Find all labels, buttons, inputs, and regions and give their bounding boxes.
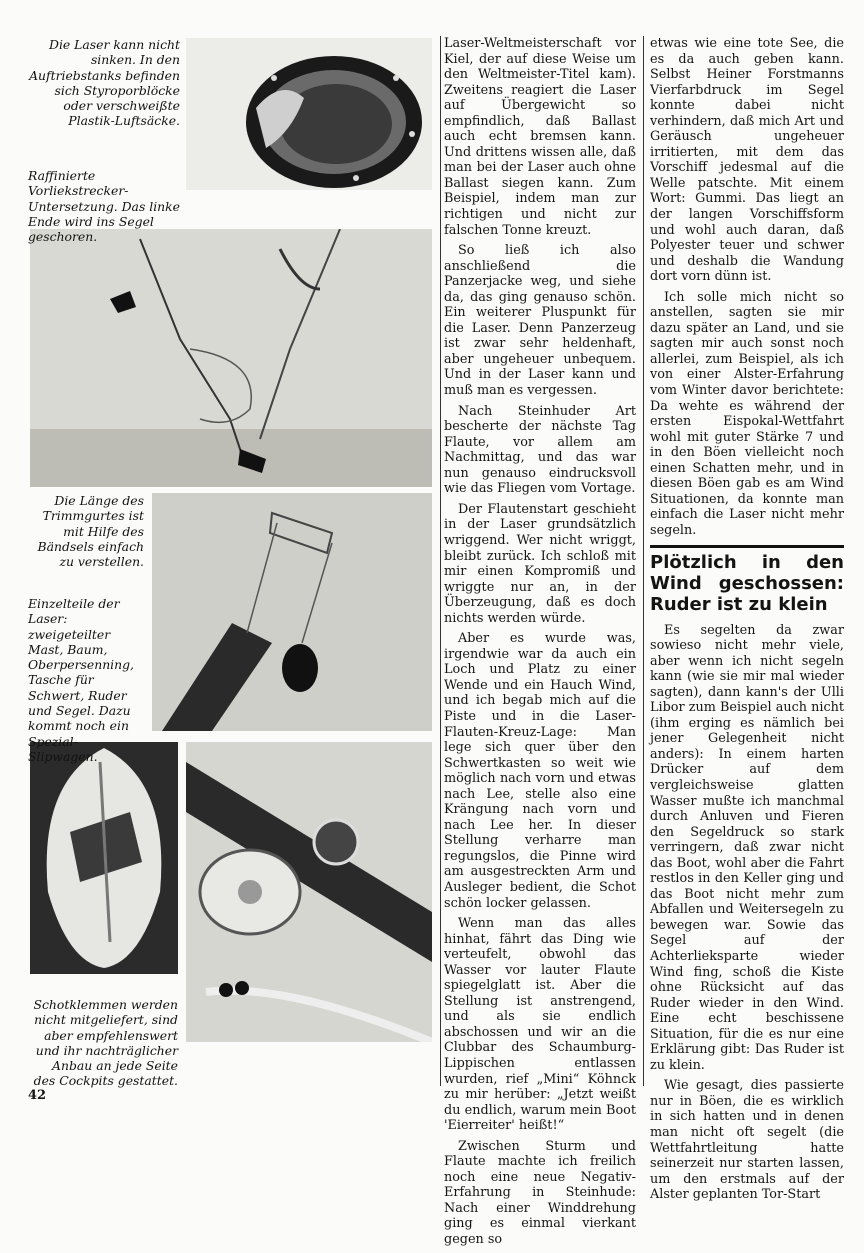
column-rule-1 <box>440 36 441 1086</box>
paragraph: Ich solle mich nicht so anstellen, sagten sie mir dazu später an Land, und sie sagten mir auch sonst noch allerlei, zum Beispiel, als ich von einer Alster-Erfahrung vom Winter davor berichtete: Da wehte es während der ersten Eispokal-Wettfahrt wohl mit guter Stärke 7 und in den Böen vielleicht noch einen Schatten mehr, und in diesen Böen gab es am Wind Situationen, da konnte man einfach die Laser nicht mehr segeln. <box>650 289 844 538</box>
paragraph: Nach Steinhuder Art bescherte der nächste Tag Flaute, vor allem am Nachmittag, und das war nun genauso eindrucksvoll wie das Fliegen vom Vortage. <box>444 403 636 497</box>
paragraph: Aber es wurde was, irgendwie war da auch ein Loch und Platz zu einer Wende und ein Hauch Wind, und ich begab mich auf die Piste und in die Laser-Flauten-Kreuz-Lage: Man lege sich quer über den Schwertkasten so weit wie möglich nach vorn und etwas nach Lee, stelle also eine Krängung nach vorn und nach Lee her. In dieser Stellung verharre man regungslos, die Pinne wird am ausgestreckten Arm und Ausleger bedient, die Schot schön locker gelassen. <box>444 631 636 911</box>
paragraph: Wie gesagt, dies passierte nur in Böen, die es wirklich in sich hatten und in denen man nicht oft segelt (die Wettfahrtleitung hatte seinerzeit nur starten lassen, um den erstmals auf der Alster geplanten Tor-Start <box>650 1078 844 1203</box>
paragraph: Der Flautenstart geschieht in der Laser grundsätzlich wriggend. Wer nicht wriggt, bleibt zurück. Ich schloß mit mir einen Kompromiß und wriggte nur an, in der Überzeugung, daß es doch nichts werden würde. <box>444 501 636 626</box>
column-rule-2 <box>643 36 644 1086</box>
paragraph: Es segelten da zwar sowieso nicht mehr viele, aber wenn ich nicht segeln kann (wie sie mir mal wieder sagten), dann kann's der Ulli Libor zum Beispiel auch nicht (ihm erging es nämlich bei jener Gelegenheit nicht anders): In einem harten Drücker auf dem vergleichsweise glatten Wasser mußte ich manchmal durch Anluven und Fieren den Segeldruck so stark verringern, daß zwar nicht das Boot, wohl aber die Fahrt restlos in den Keller ging und das Boot nicht mehr zum Abfallen und Weitersegeln zu bewegen war. Sowie das Segel auf der Achterlieksparte wieder Wind fing, schoß die Kiste ohne Rücksicht auf das Ruder wieder in den Wind. Eine echt beschissene Situation, für die es nur eine Erklärung gibt: Das Ruder ist zu klein. <box>650 622 844 1073</box>
photo-cleat <box>186 742 432 1042</box>
photo-outhaul <box>30 229 432 487</box>
caption-buoyancy: Die Laser kann nicht sinken. In den Auftriebstanks befinden sich Styroporblöcke oder verschweißte Plastik-Luftsäcke. <box>29 37 180 129</box>
paragraph: Zwischen Sturm und Flaute machte ich freilich noch eine neue Negativ-Erfahrung in Steinhude: Nach einer Winddrehung ging es einmal vierkant gegen so <box>444 1138 636 1248</box>
photo-hiking-strap <box>152 493 432 731</box>
caption-parts: Einzelteile der Laser: zweigeteilter Mast, Baum, Oberpersenning, Tasche für Schwert, Ruder und Segel. Dazu kommt noch ein Spezial-Slipwagen. <box>28 596 134 764</box>
paragraph: Wenn man das alles hinhat, fährt das Ding wie verteufelt, obwohl das Wasser vor lauter Flaute spiegelglatt ist. Aber die Stellung ist anstrengend, und als sie endlich abschossen und wir an die Clubbar des Schaumburg-Lippischen entlassen wurden, rief „Mini“ Köhnck zu mir herüber: „Jetzt weißt du endlich, warum mein Boot 'Eierreiter' heißt!“ <box>444 916 636 1134</box>
caption-outhaul: Raffinierte Vorliekstrecker-Untersetzung. Das linke Ende wird ins Segel geschoren. <box>28 168 180 245</box>
paragraph: etwas wie eine tote See, die es da auch geben kann. Selbst Heiner Forstmanns Vierfarbdruck im Segel konnte dabei nicht verhindern, daß mich Art und Geräusch ungeheuer irritierten, mit dem das Vorschiff jedesmal auf die Welle patschte. Mit einem Wort: Gummi. Das liegt an der langen Vorschiffsform und wohl auch daran, daß Polyester teuer und schwer und deshalb die Wandung dort vorn dünn ist. <box>650 36 844 285</box>
text-column-1 <box>444 36 636 1253</box>
section-headline: Plötzlich in den Wind geschossen: Ruder ist zu klein <box>650 545 844 615</box>
caption-cleat: Schotklemmen werden nicht mitgeliefert, sind aber empfehlenswert und ihr nachträglicher Anbau an jede Seite des Cockpits gestattet. <box>33 997 178 1089</box>
paragraph: So ließ ich also anschließend die Panzerjacke weg, und siehe da, das ging genauso schön. Ein weiterer Pluspunkt für die Laser. Denn Panzerzeug ist zwar sehr heldenhaft, aber ungeheuer unbequem. Und in der Laser kann und muß man es vergessen. <box>444 243 636 399</box>
text-column-2 <box>650 36 844 1208</box>
photo-buoyancy-tank <box>186 38 432 190</box>
page-number: 42 <box>28 1088 47 1103</box>
photo-parts <box>30 742 178 974</box>
caption-hiking-strap: Die Länge des Trimmgurtes ist mit Hilfe des Bändsels einfach zu verstellen. <box>37 493 144 570</box>
paragraph: Laser-Weltmeisterschaft vor Kiel, der auf diese Weise um den Weltmeister-Titel kam). Zweitens reagiert die Laser auf Übergewicht so empfindlich, daß Ballast auch echt bremsen kann. Und drittens wissen alle, daß man bei der Laser auch ohne Ballast siegen kann. Zum Beispiel, indem man zur richtigen und nicht zur falschen Tonne kreuzt. <box>444 36 636 238</box>
